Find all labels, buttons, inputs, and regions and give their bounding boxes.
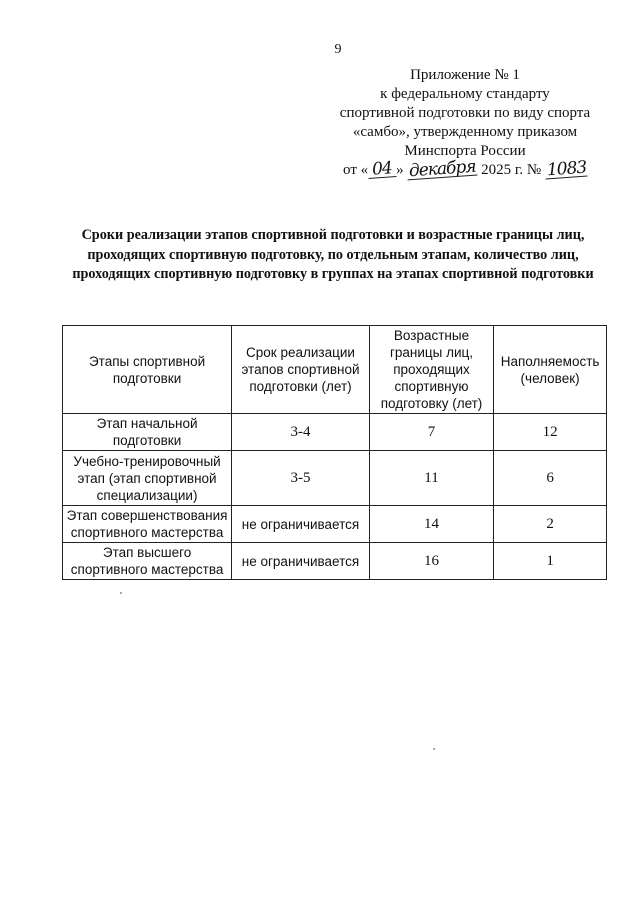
cell-age: 14 xyxy=(369,506,493,543)
appendix-block xyxy=(330,66,600,180)
document-title: Сроки реализации этапов спортивной подготовки и возрастные границы лиц, проходящих спортивную подготовку, по отдельным этапам, количество лиц, проходящих спортивную подготовку в группах на этапах спортивной подготовки xyxy=(72,227,594,282)
cell-size: 1 xyxy=(494,543,607,580)
cell-size: 2 xyxy=(494,506,607,543)
table-row xyxy=(63,506,607,543)
header-term: Срок реализации этапов спортивной подготовки (лет) xyxy=(232,326,370,414)
header-stage: Этапы спортивной подготовки xyxy=(63,326,232,414)
cell-age: 7 xyxy=(369,414,493,451)
table-row xyxy=(63,414,607,451)
appendix-line-2: к федеральному стандарту xyxy=(380,86,550,102)
cell-term: 3-4 xyxy=(232,414,370,451)
cell-size: 12 xyxy=(494,414,607,451)
appendix-line-3: спортивной подготовки по виду спорта xyxy=(339,105,591,121)
appendix-date-line xyxy=(330,156,600,182)
table-row xyxy=(63,543,607,580)
date-prefix: от « xyxy=(343,162,369,178)
header-age: Возрастные границы лиц, проходящих спортивную подготовку (лет) xyxy=(369,326,493,414)
header-size: Наполняемость (человек) xyxy=(494,326,607,414)
cell-term: не ограничивается xyxy=(232,506,370,543)
handwritten-order-number: 1083 xyxy=(546,157,587,181)
appendix-line-4: «самбо», утвержденному приказом xyxy=(352,124,578,140)
table-row xyxy=(63,451,607,506)
scan-speck xyxy=(433,748,435,750)
cell-stage: Этап высшего спортивного мастерства xyxy=(63,543,232,580)
cell-stage: Этап совершенствования спортивного мастерства xyxy=(63,506,232,543)
handwritten-day: 04 xyxy=(368,160,397,179)
cell-stage: Этап начальной подготовки xyxy=(63,414,232,451)
cell-age: 16 xyxy=(369,543,493,580)
cell-age: 11 xyxy=(369,451,493,506)
stages-table xyxy=(62,325,607,580)
cell-size: 6 xyxy=(494,451,607,506)
date-mid: » xyxy=(396,162,404,178)
page-number: 9 xyxy=(334,42,342,57)
cell-term: не ограничивается xyxy=(232,543,370,580)
date-year: 2025 г. № xyxy=(481,162,542,178)
cell-term: 3-5 xyxy=(232,451,370,506)
cell-stage: Учебно-тренировочный этап (этап спортивной специализации) xyxy=(63,451,232,506)
scan-speck xyxy=(120,592,122,594)
handwritten-month: декабря xyxy=(408,156,477,182)
appendix-title: Приложение № 1 xyxy=(410,67,520,83)
table-header-row xyxy=(63,326,607,414)
appendix-line-5: Минспорта России xyxy=(404,143,526,159)
